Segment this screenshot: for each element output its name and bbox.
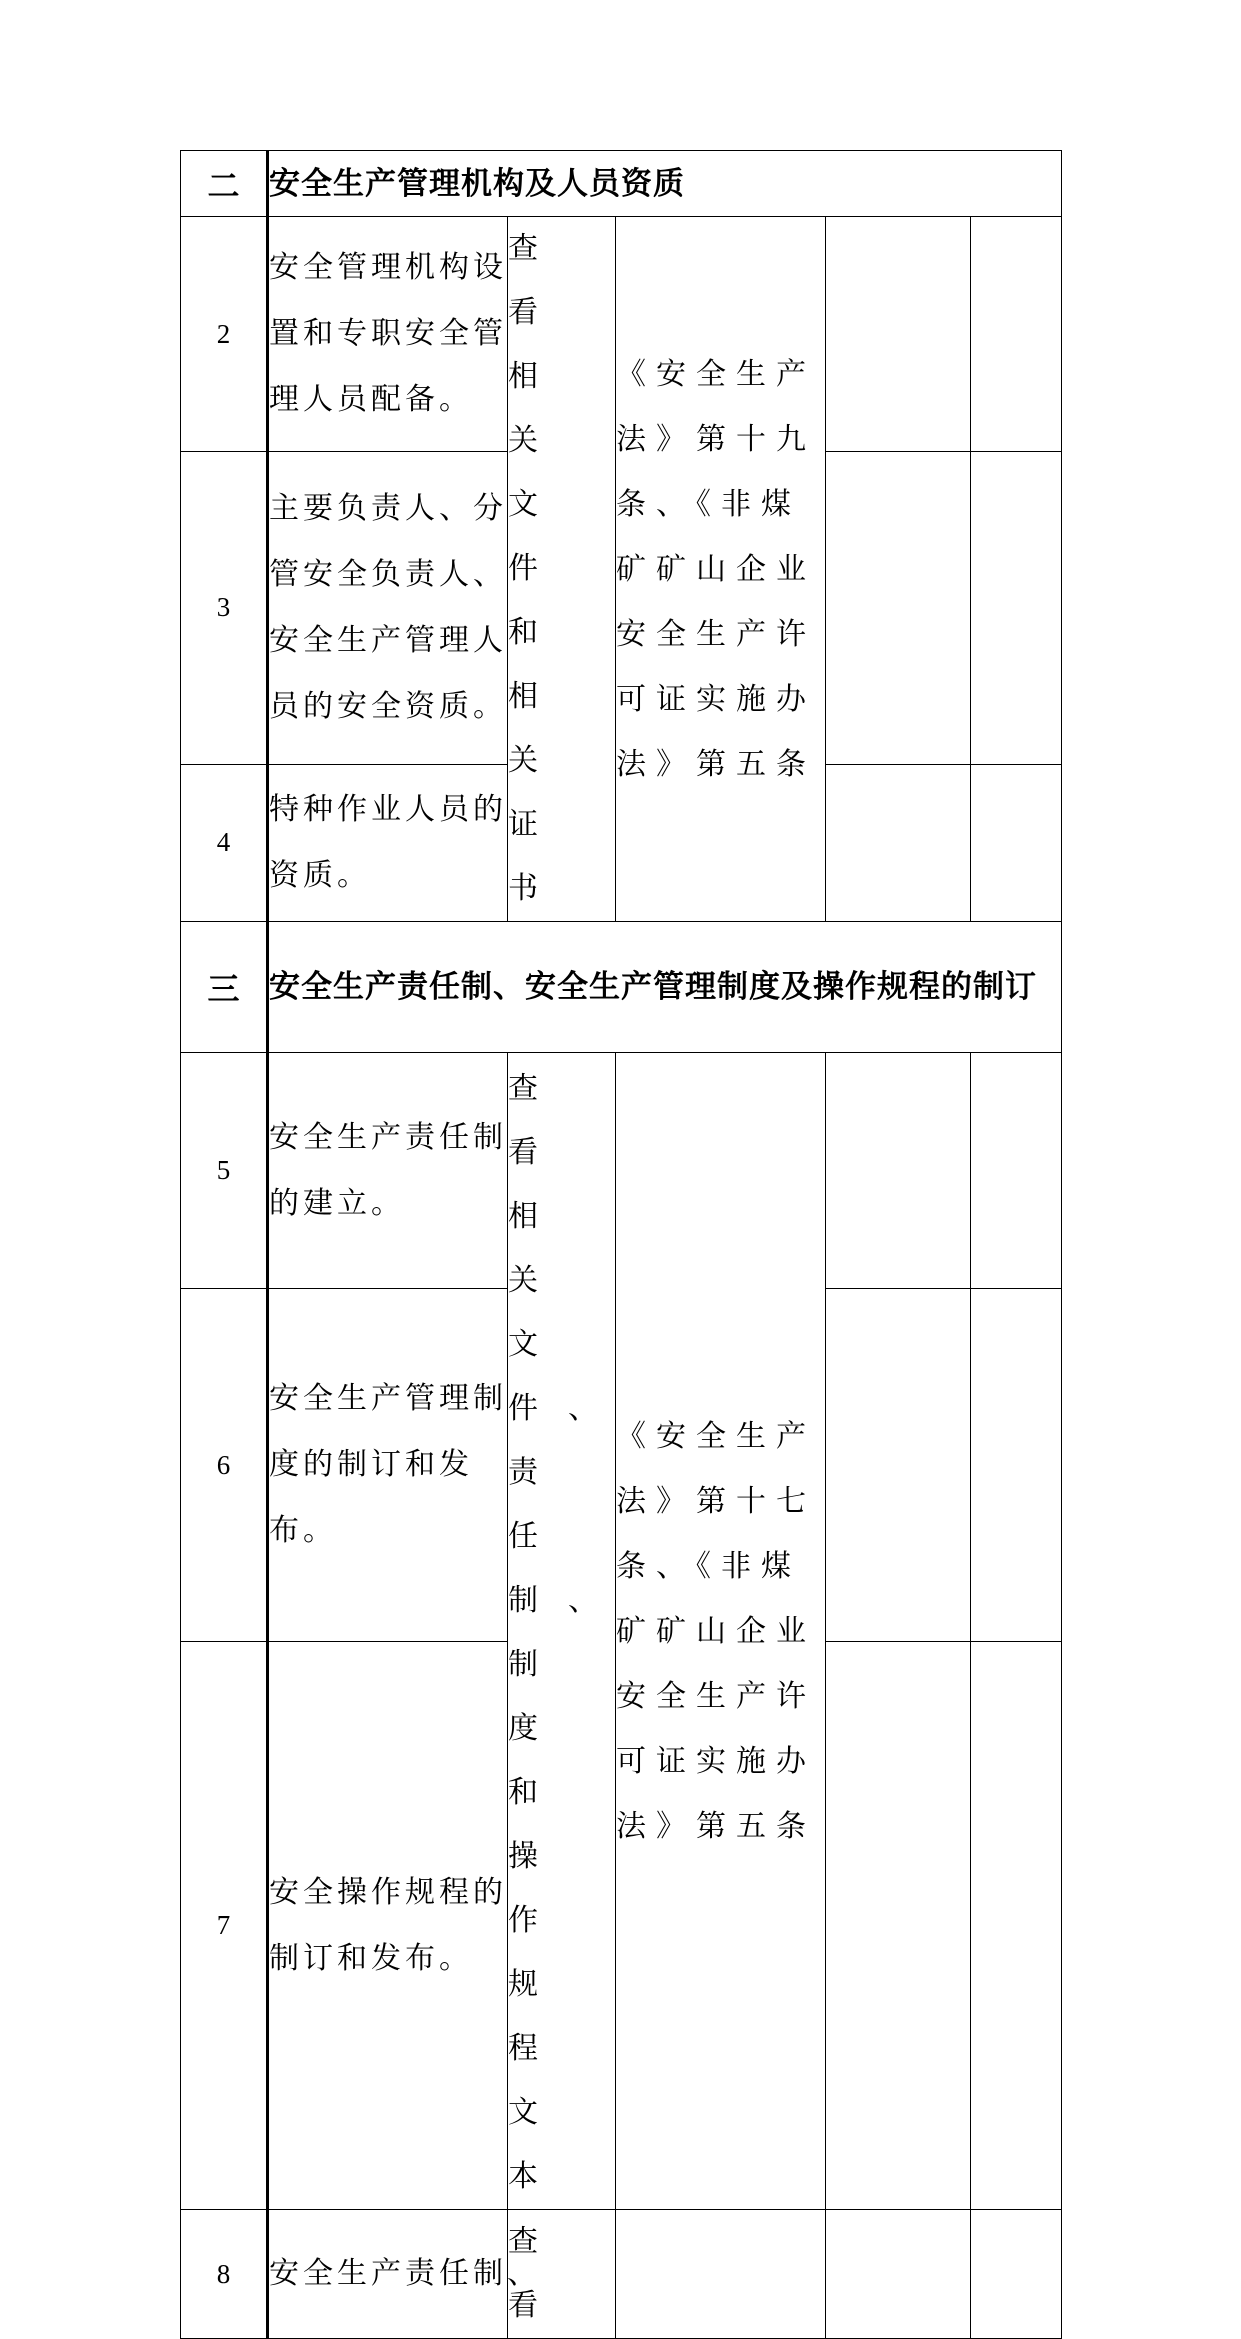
legal-basis: 《安全生产法》第十七条、《非煤矿矿山企业安全生产许可证实施办法》第五条 xyxy=(616,1053,826,2210)
item-number: 3 xyxy=(181,452,268,765)
result-cell xyxy=(826,1642,971,2210)
remark-cell xyxy=(971,2210,1062,2339)
check-method: 查看相关文件和相关证书 xyxy=(508,217,616,922)
item-content: 安全生产管理制度的制订和发布。 xyxy=(268,1289,508,1642)
remark-cell xyxy=(971,452,1062,765)
table-row xyxy=(181,1053,1062,1289)
item-content: 安全操作规程的制订和发布。 xyxy=(268,1642,508,2210)
item-content: 安全生产责任制、 xyxy=(268,2210,508,2339)
remark-cell xyxy=(971,1642,1062,2210)
section-title: 安全生产责任制、安全生产管理制度及操作规程的制订 xyxy=(268,922,1062,1053)
result-cell xyxy=(826,217,971,452)
result-cell xyxy=(826,1289,971,1642)
legal-basis xyxy=(616,2210,826,2339)
section-number: 三 xyxy=(181,922,268,1053)
result-cell xyxy=(826,764,971,921)
remark-cell xyxy=(971,1289,1062,1642)
section-title: 安全生产管理机构及人员资质 xyxy=(268,151,1062,217)
result-cell xyxy=(826,452,971,765)
table-row xyxy=(181,2210,1062,2339)
item-number: 2 xyxy=(181,217,268,452)
item-content: 特种作业人员的资质。 xyxy=(268,764,508,921)
item-number: 6 xyxy=(181,1289,268,1642)
item-content: 主要负责人、分管安全负责人、安全生产管理人员的安全资质。 xyxy=(268,452,508,765)
section-header-row xyxy=(181,922,1062,1053)
item-number: 4 xyxy=(181,764,268,921)
item-number: 7 xyxy=(181,1642,268,2210)
inspection-table xyxy=(180,150,1062,2339)
item-number: 8 xyxy=(181,2210,268,2339)
item-number: 5 xyxy=(181,1053,268,1289)
legal-basis: 《安全生产法》第十九条、《非煤矿矿山企业安全生产许可证实施办法》第五条 xyxy=(616,217,826,922)
item-content: 安全生产责任制的建立。 xyxy=(268,1053,508,1289)
result-cell xyxy=(826,2210,971,2339)
result-cell xyxy=(826,1053,971,1289)
remark-cell xyxy=(971,217,1062,452)
item-content: 安全管理机构设置和专职安全管理人员配备。 xyxy=(268,217,508,452)
remark-cell xyxy=(971,764,1062,921)
remark-cell xyxy=(971,1053,1062,1289)
section-number: 二 xyxy=(181,151,268,217)
table-row xyxy=(181,217,1062,452)
check-method: 查看 xyxy=(508,2210,616,2339)
section-header-row xyxy=(181,151,1062,217)
check-method: 查看相关文件、责任制、制度和操作规程文本 xyxy=(508,1053,616,2210)
